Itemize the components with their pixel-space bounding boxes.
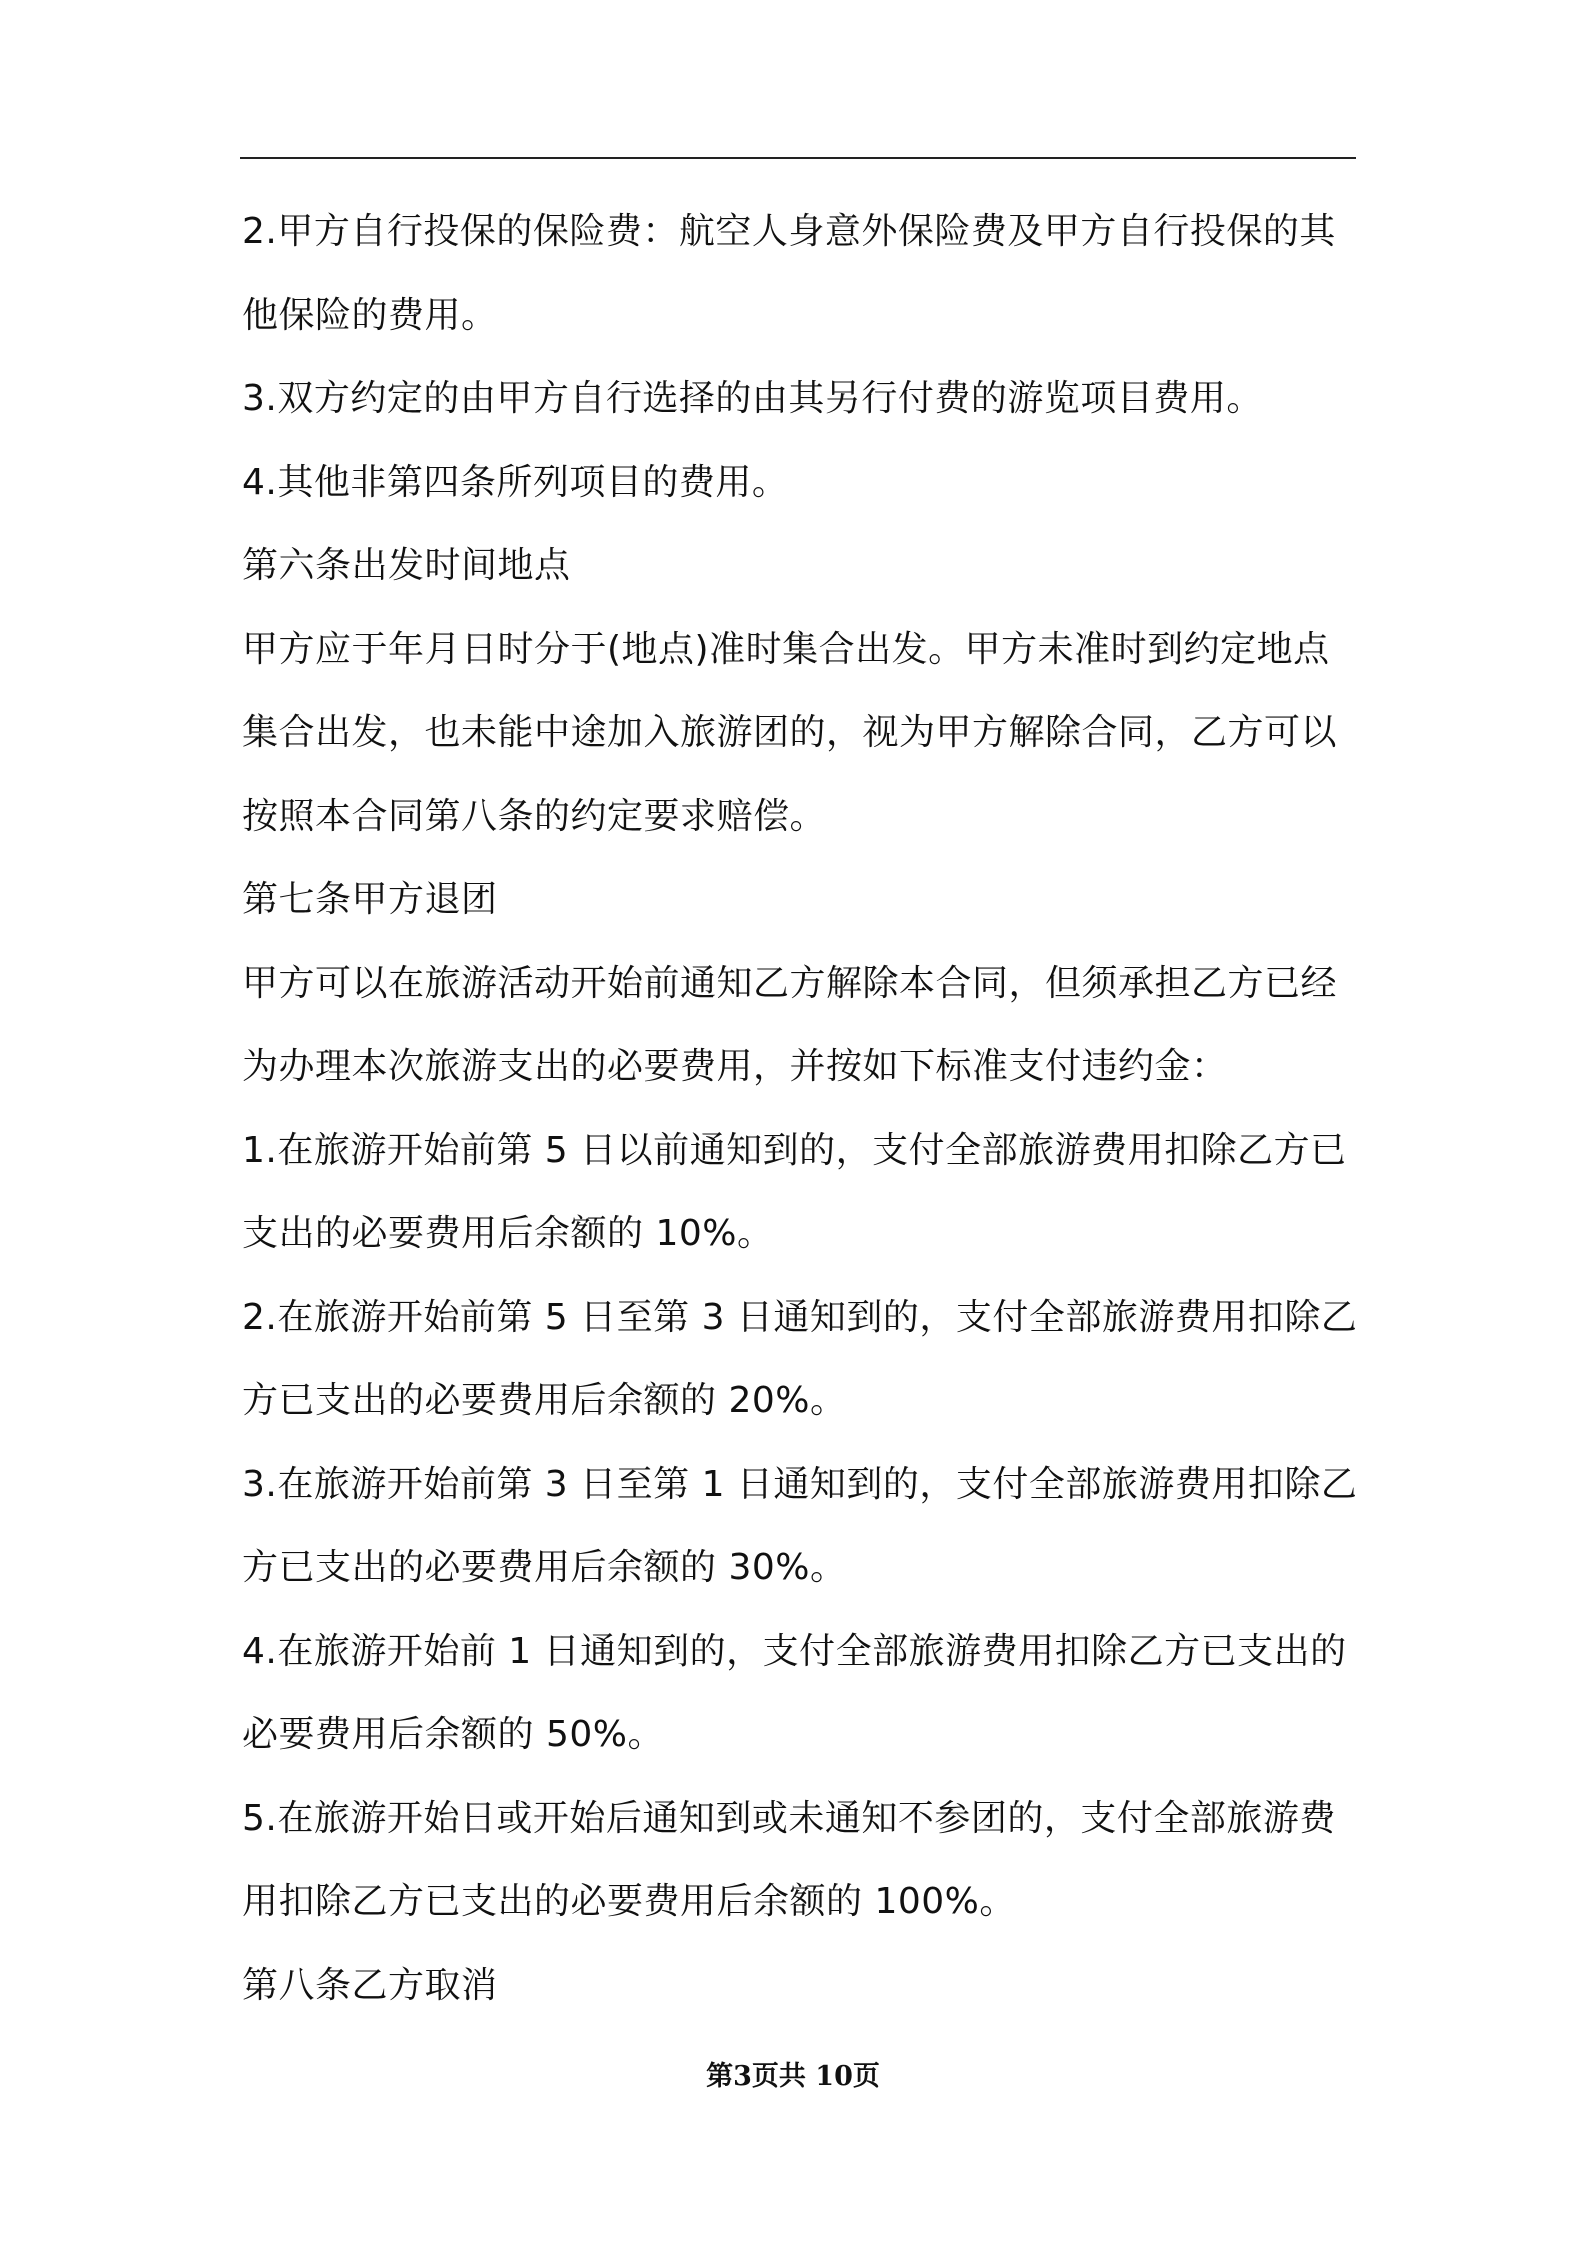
section-heading-article-7: 第七条甲方退团 <box>242 879 498 920</box>
text-line: 支出的必要费用后余额的 10%。 <box>242 1213 774 1254</box>
text-line: 2.在旅游开始前第 5 日至第 3 日通知到的，支付全部旅游费用扣除乙 <box>242 1296 1358 1338</box>
page-number: 第3页共 10页 <box>706 2061 880 2092</box>
text-line: 为办理本次旅游支出的必要费用，并按如下标准支付违约金： <box>242 1046 1228 1087</box>
text-line: 甲方应于年月日时分于(地点)准时集合出发。甲方未准时到约定地点 <box>242 628 1330 670</box>
text-line: 他保险的费用。 <box>242 294 498 336</box>
text-line: 5.在旅游开始日或开始后通知到或未通知不参团的，支付全部旅游费 <box>242 1797 1336 1839</box>
text-line: 方已支出的必要费用后余额的 20%。 <box>242 1380 847 1421</box>
document-body <box>242 190 1356 2027</box>
text-line: 用扣除乙方已支出的必要费用后余额的 100%。 <box>242 1881 1016 1922</box>
section-heading-article-8: 第八条乙方取消 <box>242 1964 498 2006</box>
text-line: 3.在旅游开始前第 3 日至第 1 日通知到的，支付全部旅游费用扣除乙 <box>242 1463 1358 1505</box>
text-line: 按照本合同第八条的约定要求赔偿。 <box>242 795 827 837</box>
text-line: 2.甲方自行投保的保险费：航空人身意外保险费及甲方自行投保的其 <box>242 211 1336 252</box>
text-line: 必要费用后余额的 50%。 <box>242 1714 664 1755</box>
text-line: 1.在旅游开始前第 5 日以前通知到的，支付全部旅游费用扣除乙方已 <box>242 1129 1347 1171</box>
section-heading-article-6: 第六条出发时间地点 <box>242 545 571 586</box>
text-line: 方已支出的必要费用后余额的 30%。 <box>242 1547 847 1588</box>
text-line: 4.其他非第四条所列项目的费用。 <box>242 461 789 503</box>
text-line: 4.在旅游开始前 1 日通知到的，支付全部旅游费用扣除乙方已支出的 <box>242 1630 1347 1672</box>
text-line: 3.双方约定的由甲方自行选择的由其另行付费的游览项目费用。 <box>242 378 1263 419</box>
text-line: 集合出发，也未能中途加入旅游团的，视为甲方解除合同，乙方可以 <box>242 712 1338 753</box>
header-rule <box>240 157 1356 159</box>
text-line: 甲方可以在旅游活动开始前通知乙方解除本合同，但须承担乙方已经 <box>242 962 1338 1004</box>
